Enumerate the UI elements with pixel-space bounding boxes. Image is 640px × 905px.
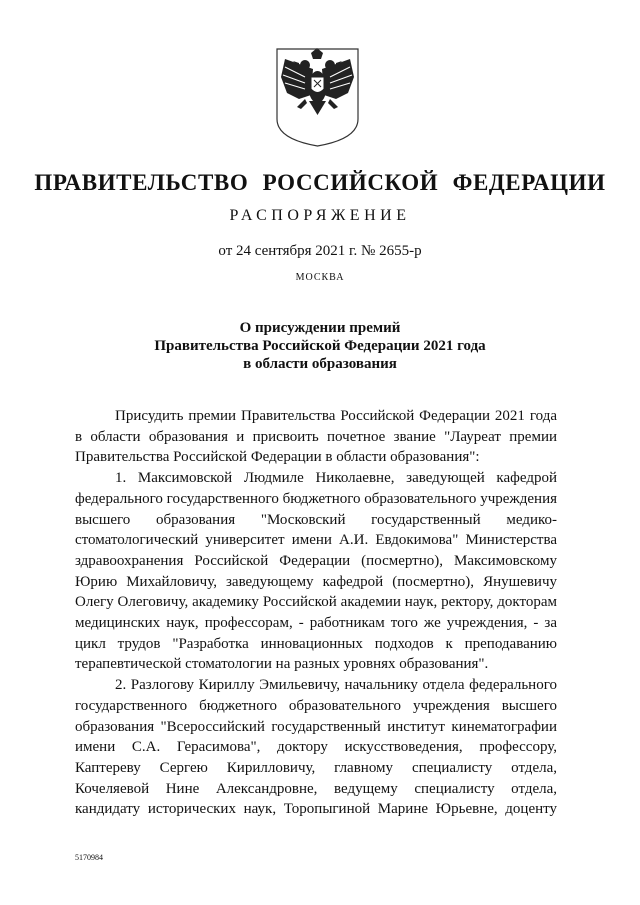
- document-heading: [0, 319, 640, 373]
- city: МОСКВА: [295, 272, 345, 283]
- document-code: 5170984: [75, 853, 103, 862]
- intro-paragraph: Присудить премии Правительства Российской Федерации 2021 года в области образования и присвоить почетное звание "Лауреат премии Правительства Российской Федерации в области образования":: [75, 408, 557, 466]
- government-title: ПРАВИТЕЛЬСТВО РОССИЙСКОЙ ФЕДЕРАЦИИ: [34, 170, 606, 195]
- heading-line-3: в области образования: [243, 356, 397, 372]
- item-2-paragraph: 2. Разлогову Кириллу Эмильевичу, начальнику отдела федерального государственного бюджетного образовательного учреждения высшего образования "Всероссийский государственный институт кинематографии имени С.А. Герасимова", доктору искусствоведения, профессору, Каптереву Сергею Кирилловичу, главному специалисту отдела, Кочеляевой Нине Александровне, ведущему специалисту отдела, кандидату исторических наук, Торопыгиной Марине Юрьевне, доценту: [75, 677, 557, 818]
- date-and-number: от 24 сентября 2021 г. № 2655-р: [218, 243, 422, 259]
- document-body: [75, 406, 557, 820]
- item-1-paragraph: 1. Максимовской Людмиле Николаевне, заведующей кафедрой федерального государственного бюджетного образовательного учреждения высшего образования "Московский государственный медико-стоматологический университет имени А.И. Евдокимова" Министерства здравоохранения Российской Федерации (посмертно), Максимовскому Юрию Михайловичу, заведующему кафедрой (посмертно), Янушевичу Олегу Олеговичу, академику Российской академии наук, ректору, докторам медицинских наук, профессорам, - работникам того же учреждения, - за цикл трудов "Разработка инновационных подходов к преподаванию терапевтической стоматологии на разных уровнях образования".: [75, 470, 557, 673]
- heading-line-1: О присуждении премий: [239, 320, 401, 336]
- document-type: РАСПОРЯЖЕНИЕ: [229, 207, 411, 224]
- coat-of-arms-icon: [275, 47, 360, 147]
- heading-line-2: Правительства Российской Федерации 2021 года: [154, 338, 486, 354]
